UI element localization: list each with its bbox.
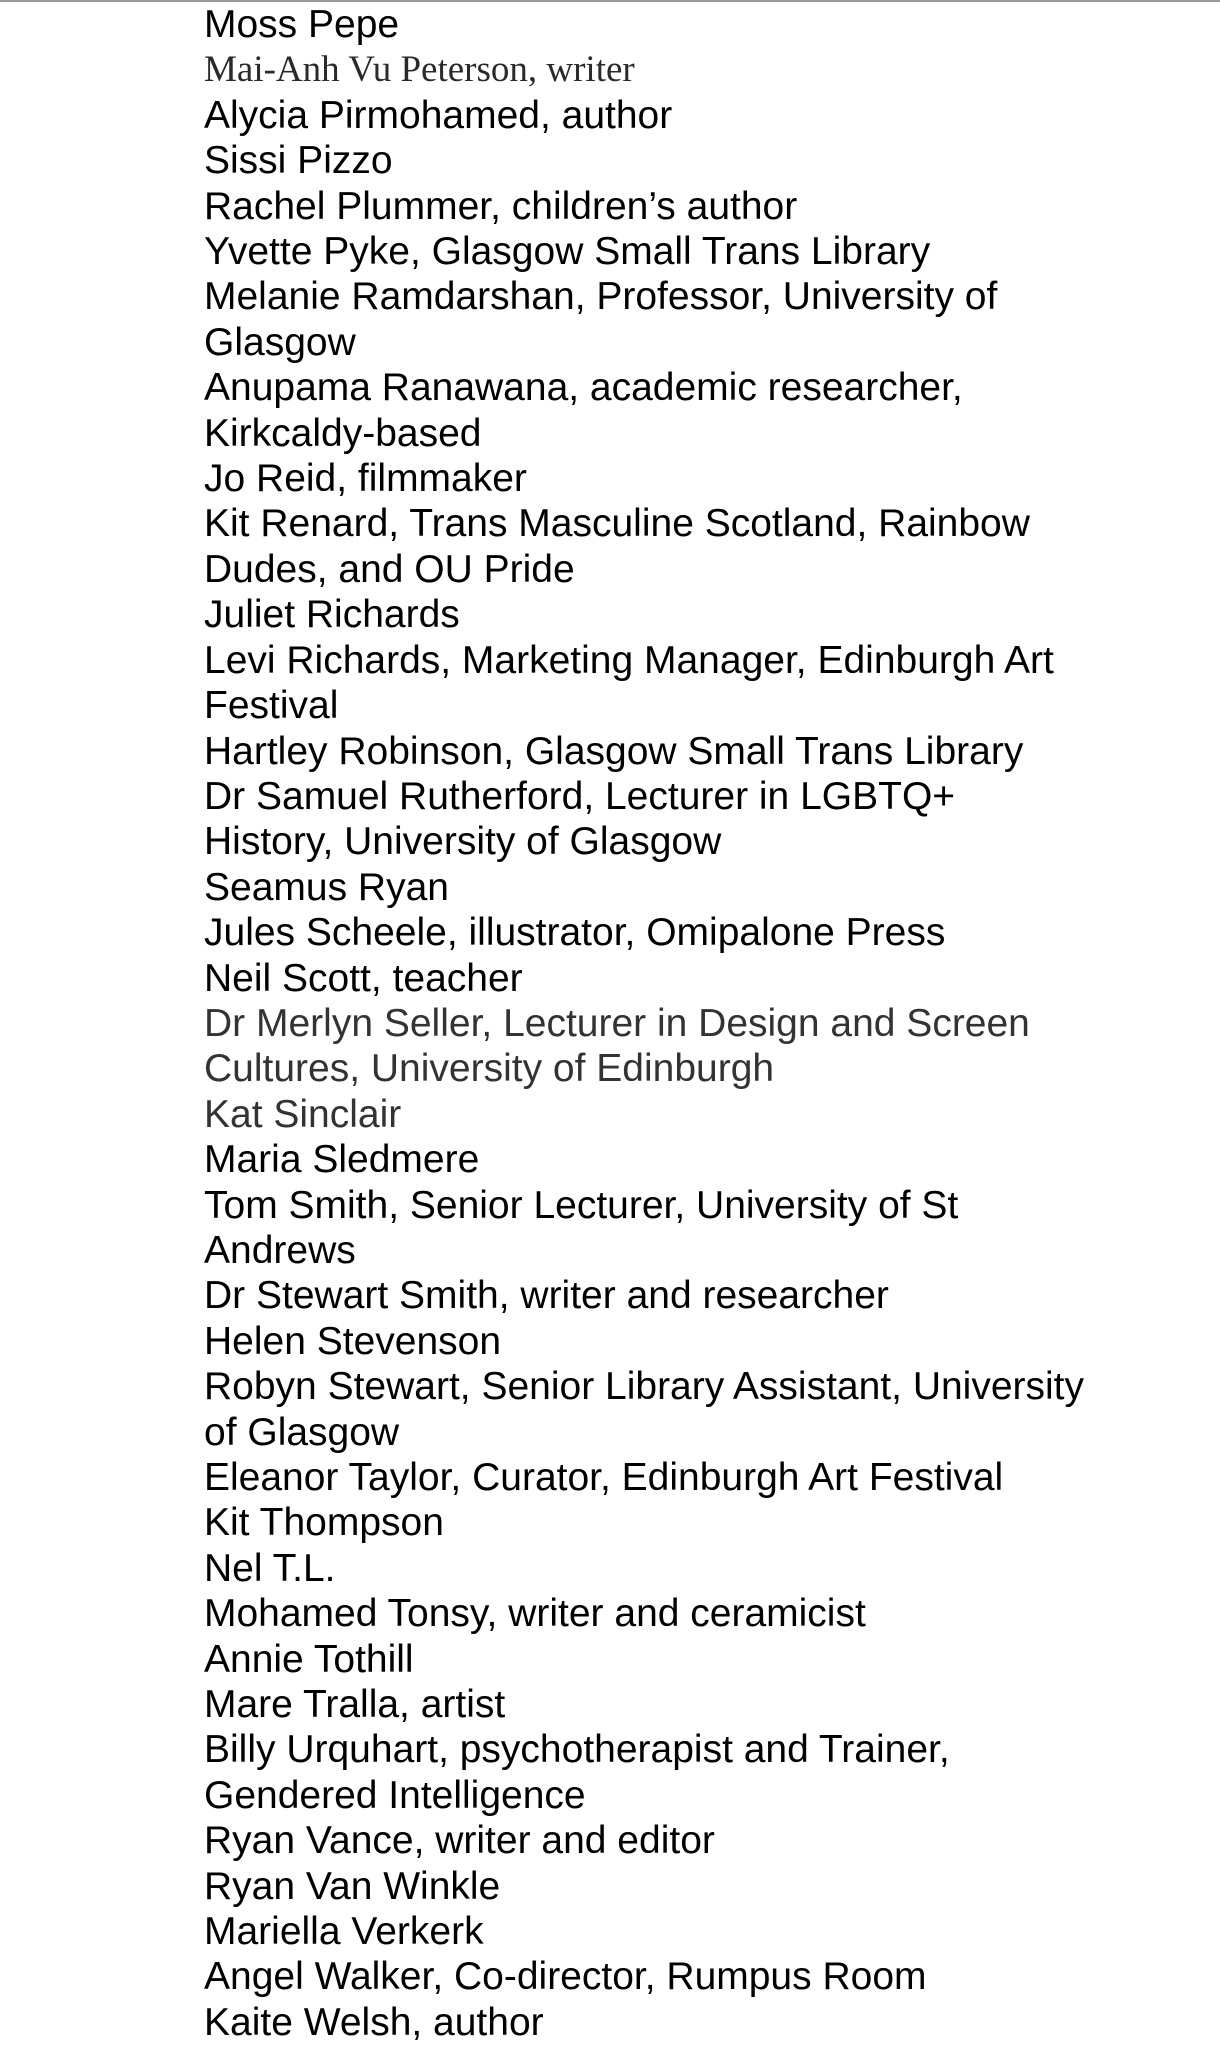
signatory-item: Anupama Ranawana, academic researcher, Kirkcaldy-based [204, 366, 963, 455]
signatory-list [204, 2, 1164, 2045]
signatory-item: Ryan Van Winkle [204, 1864, 501, 1908]
signatory-item: Kit Thompson [204, 1501, 444, 1545]
signatory-item: Sissi Pizzo [204, 139, 393, 183]
signatory-item: Yvette Pyke, Glasgow Small Trans Library [204, 230, 931, 274]
signatory-item: Kaite Welsh, author [204, 2000, 544, 2044]
signatory-item: Kit Renard, Trans Masculine Scotland, Rainbow Dudes, and OU Pride [204, 502, 1030, 591]
signatory-item: Nel T.L. [204, 1546, 336, 1590]
signatory-item: Helen Stevenson [204, 1319, 502, 1363]
signatory-item: Seamus Ryan [204, 865, 449, 909]
signatory-item: Levi Richards, Marketing Manager, Edinburgh Art Festival [204, 638, 1054, 728]
signatory-item: Tom Smith, Senior Lecturer, University of St Andrews [204, 1183, 959, 1272]
signatory-item: Juliet Richards [204, 593, 460, 637]
signatory-item: Jo Reid, filmmaker [204, 457, 527, 501]
signatory-item: Moss Pepe [204, 3, 400, 46]
signatory-item: Kat Sinclair [204, 1092, 402, 1136]
signatory-item: Ryan Vance, writer and editor [204, 1819, 715, 1863]
signatory-item: Eleanor Taylor, Curator, Edinburgh Art Festival [204, 1456, 1004, 1499]
signatory-item: Mai-Anh Vu Peterson, writer [204, 49, 635, 91]
signatory-item: Melanie Ramdarshan, Professor, University of Glasgow [204, 275, 998, 364]
signatory-item: Mare Tralla, artist [204, 1683, 506, 1727]
signatory-item: Jules Scheele, illustrator, Omipalone Press [204, 911, 946, 955]
signatory-item: Dr Stewart Smith, writer and researcher [204, 1274, 889, 1318]
signatory-item: Dr Merlyn Seller, Lecturer in Design and Screen Cultures, University of Edinburgh [204, 1001, 1030, 1091]
signatory-item: Angel Walker, Co-director, Rumpus Room [204, 1955, 927, 1999]
signatory-item: Robyn Stewart, Senior Library Assistant, University of Glasgow [204, 1365, 1085, 1454]
signatory-item: Mariella Verkerk [204, 1910, 484, 1954]
signatory-item: Rachel Plummer, children’s author [204, 184, 798, 228]
signatory-item: Annie Tothill [204, 1637, 414, 1681]
signatory-item: Alycia Pirmohamed, author [204, 93, 673, 137]
signatory-item: Hartley Robinson, Glasgow Small Trans Library [204, 729, 1024, 773]
signatory-item: Billy Urquhart, psychotherapist and Trainer, Gendered Intelligence [204, 1728, 950, 1817]
signatory-item: Dr Samuel Rutherford, Lecturer in LGBTQ+ History, University of Glasgow [204, 774, 956, 864]
signatory-item: Mohamed Tonsy, writer and ceramicist [204, 1592, 866, 1636]
signatory-item: Maria Sledmere [204, 1138, 480, 1182]
signatory-item: Neil Scott, teacher [204, 956, 523, 1000]
